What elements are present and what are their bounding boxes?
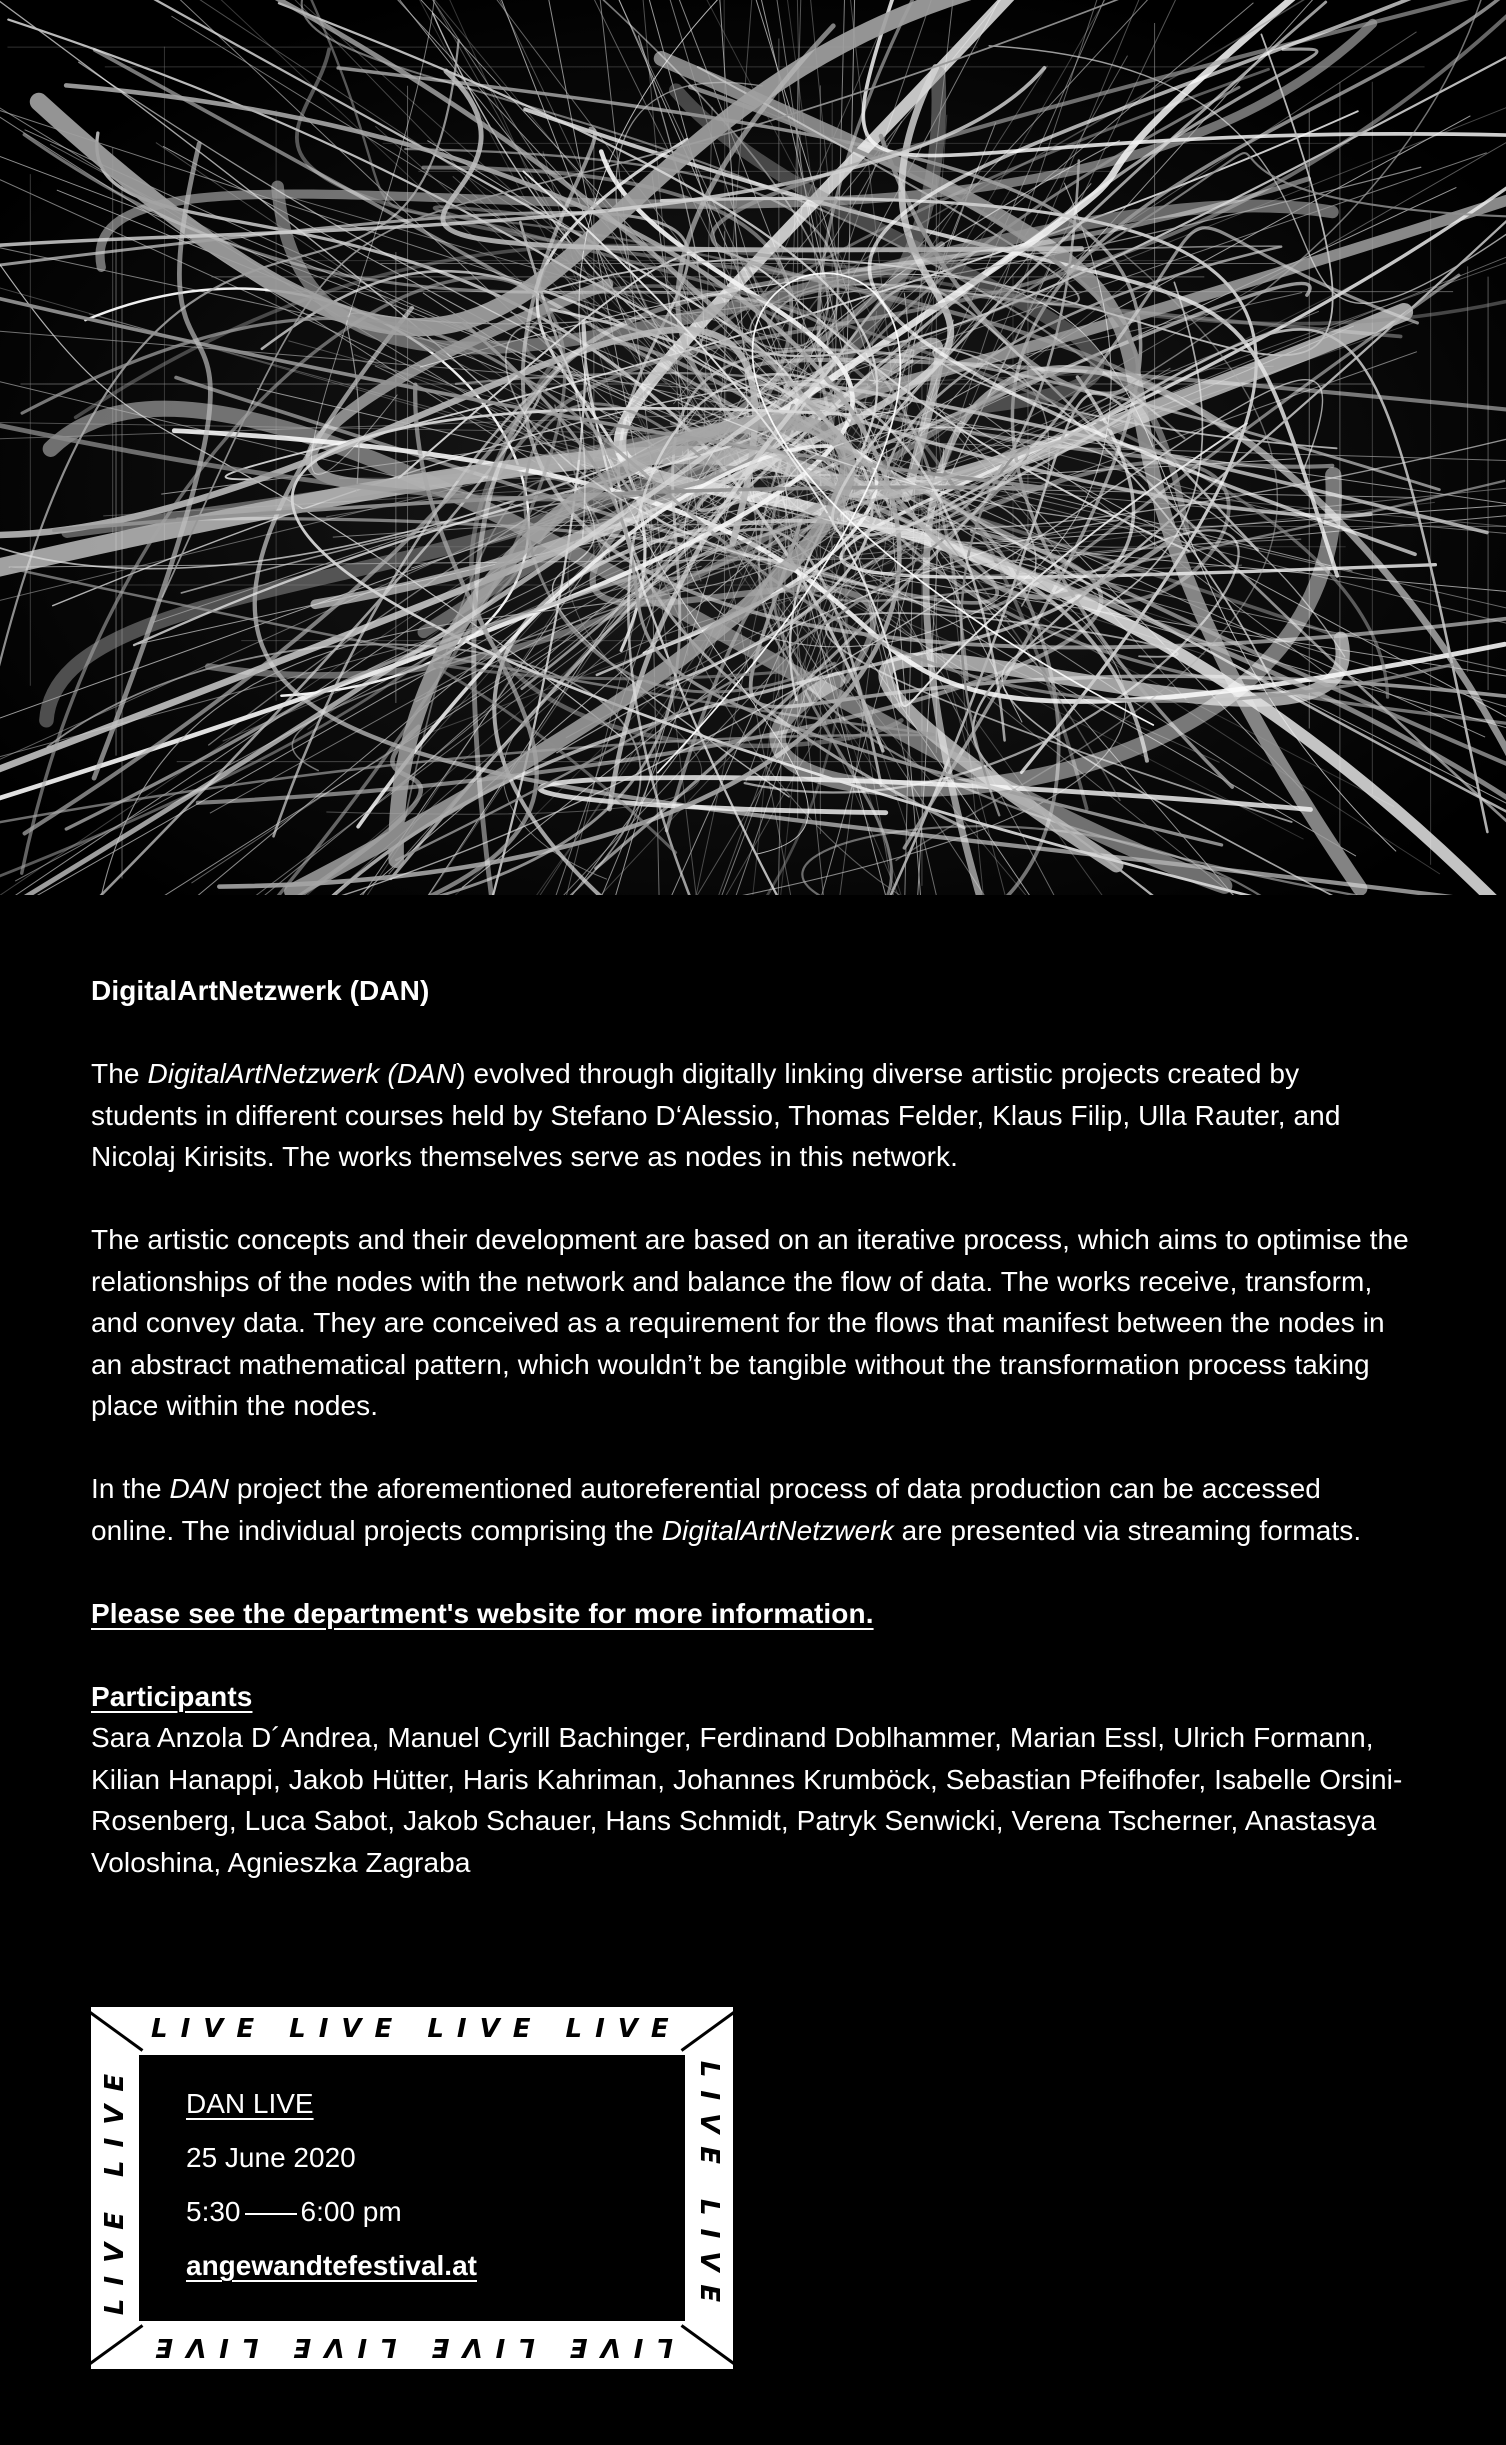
- festival-url-link[interactable]: angewandtefestival.at: [186, 2250, 477, 2281]
- event-details: [186, 2077, 477, 2293]
- paragraph-concept: The artistic concepts and their development are based on an iterative process, which aims to optimise the relationships of the nodes with the network and balance the flow of data. The works receive, transform, and convey data. They are conceived as a requirement for the flows that manifest between the nodes in an abstract mathematical pattern, which wouldn’t be tangible without the transformation process taking place within the nodes.: [91, 1224, 1409, 1421]
- frame-corner: [681, 2009, 738, 2051]
- event-title-link[interactable]: DAN LIVE: [186, 2088, 314, 2119]
- participants-heading[interactable]: Participants: [91, 1680, 253, 1712]
- live-frame-top: LIVE LIVE LIVE LIVE: [151, 2014, 682, 2044]
- hero-image: [0, 0, 1506, 895]
- participants-list: Sara Anzola D´Andrea, Manuel Cyrill Bachinger, Ferdinand Doblhammer, Marian Essl, Ulrich Formann, Kilian Hanappi, Jakob Hütter, Haris Kahriman, Johannes Krumböck, Sebastian Pfeifhofer, Isabelle Orsini-Rosenberg, Luca Sabot, Jakob Schauer, Hans Schmidt, Patryk Senwicki, Verena Tscherner, Anastasya Voloshina, Agnieszka Zagraba: [91, 1722, 1403, 1878]
- live-event-box: [91, 2007, 733, 2369]
- network-artwork: [0, 0, 1506, 895]
- frame-corner: [681, 2324, 738, 2366]
- article: [91, 970, 1411, 1883]
- dash-separator: [245, 2213, 297, 2215]
- frame-corner: [87, 2009, 144, 2051]
- live-frame-right: LIVE LIVE: [694, 2060, 724, 2316]
- live-frame-left: LIVE LIVE: [100, 2060, 130, 2316]
- event-date: 25 June 2020: [186, 2142, 356, 2173]
- department-website-link[interactable]: Please see the department's website for more information.: [91, 1597, 874, 1629]
- frame-corner: [87, 2324, 144, 2366]
- event-time: 5:30 6:00 pm: [186, 2196, 402, 2227]
- paragraph-online: In the DAN project the aforementioned autoreferential process of data production can be accessed online. The individual projects comprising the DigitalArtNetzwerk are presented via streaming formats.: [91, 1473, 1362, 1546]
- live-frame-bottom: LIVE LIVE LIVE LIVE: [142, 2332, 673, 2362]
- paragraph-intro: The DigitalArtNetzwerk (DAN) evolved through digitally linking diverse artistic projects created by students in different courses held by Stefano D‘Alessio, Thomas Felder, Klaus Filip, Ulla Rauter, and Nicolaj Kirisits. The works themselves serve as nodes in this network.: [91, 1058, 1341, 1172]
- article-title: DigitalArtNetzwerk (DAN): [91, 975, 430, 1006]
